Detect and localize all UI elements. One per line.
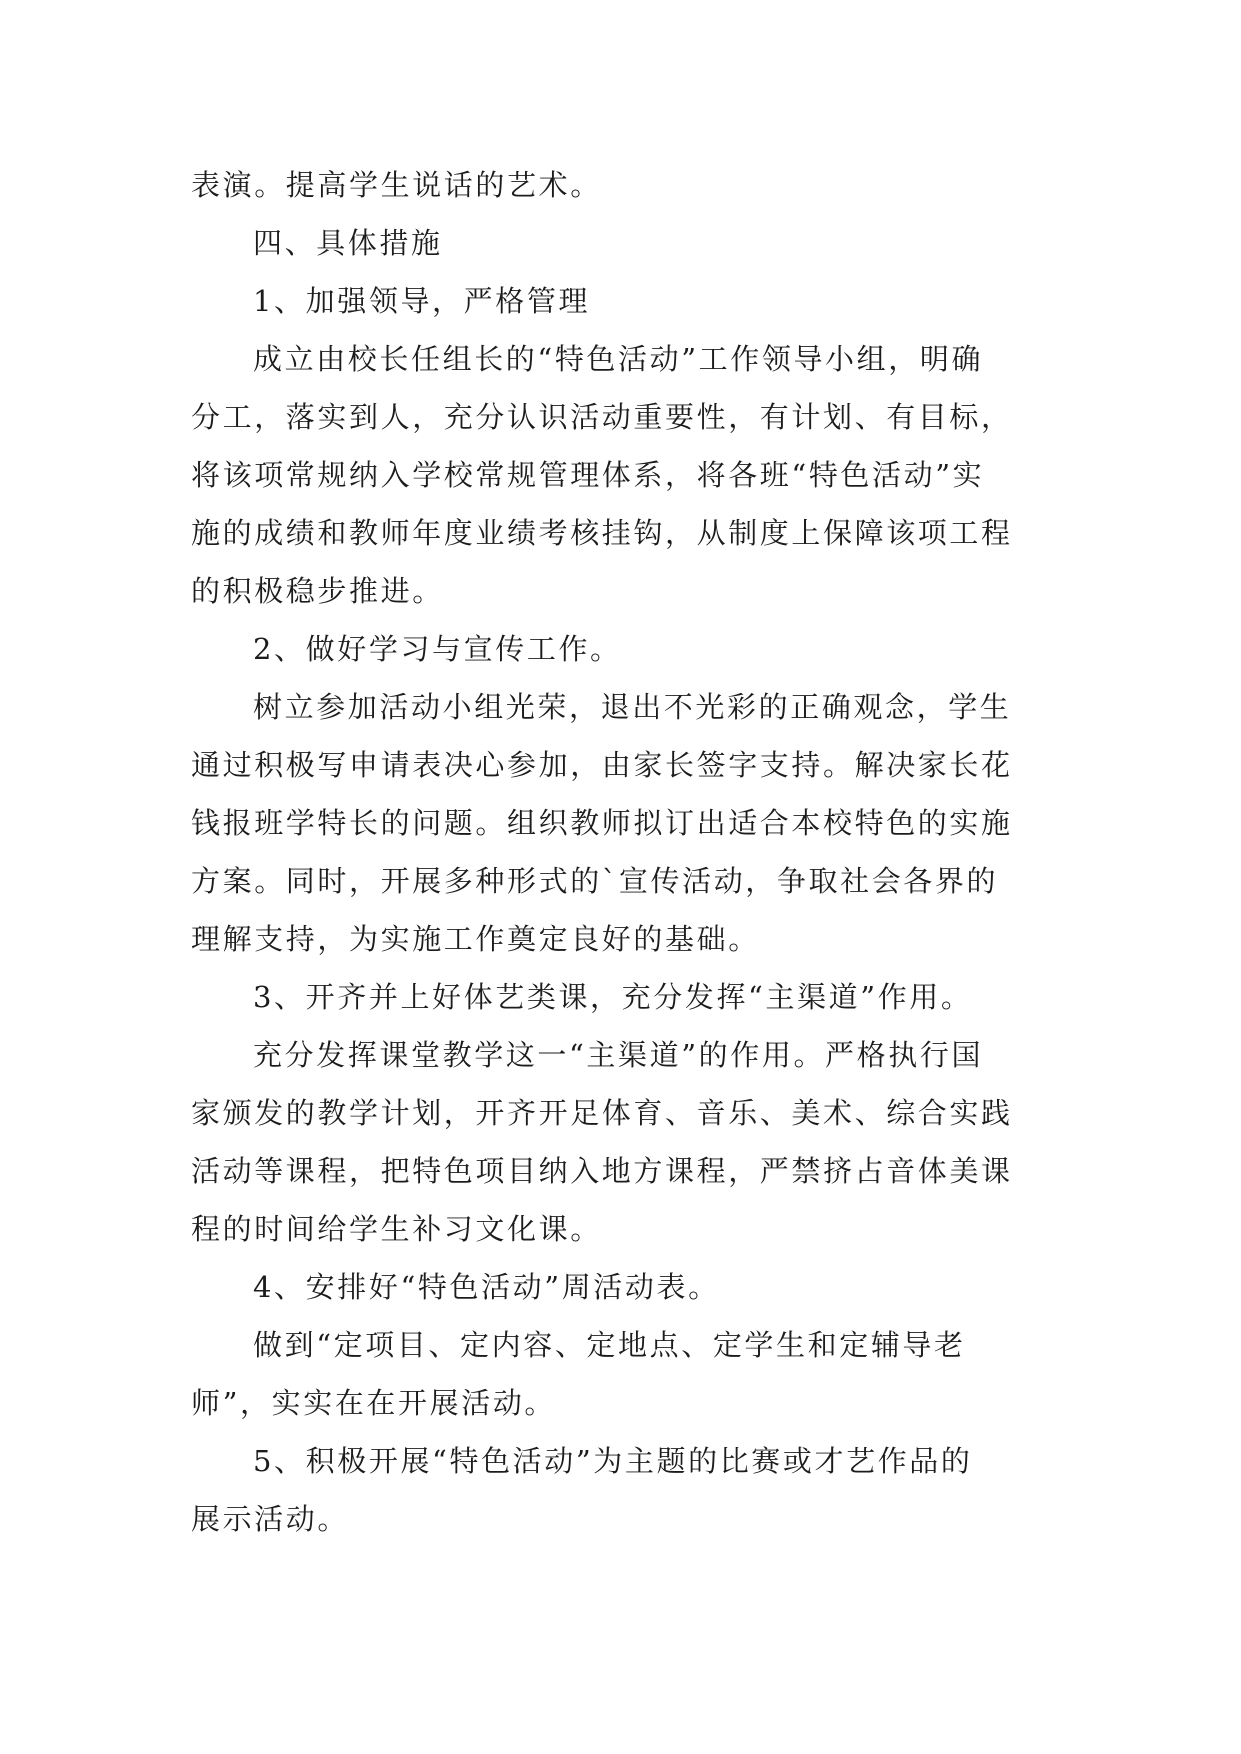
- text-line: 将该项常规纳入学校常规管理体系，将各班“特色活动”实: [191, 458, 985, 492]
- text-line: 展示活动。: [191, 1502, 350, 1536]
- document-body: [191, 156, 1051, 1548]
- text-line: 的积极稳步推进。: [191, 574, 444, 608]
- text-line: 树立参加活动小组光荣，退出不光彩的正确观念，学生: [253, 690, 1012, 724]
- section-heading-measures: 四、具体措施: [253, 226, 443, 260]
- text-line: 理解支持，为实施工作奠定良好的基础。: [191, 922, 760, 956]
- subheading-5: 5、积极开展“特色活动”为主题的比赛或才艺作品的: [253, 1444, 973, 1478]
- text-line: 钱报班学特长的问题。组织教师拟订出适合本校特色的实施: [191, 806, 1013, 840]
- subheading-1: 1、加强领导，严格管理: [253, 284, 591, 318]
- text-line: 程的时间给学生补习文化课。: [191, 1212, 602, 1246]
- subheading-4: 4、安排好“特色活动”周活动表。: [253, 1270, 720, 1304]
- text-line: 活动等课程，把特色项目纳入地方课程，严禁挤占音体美课: [191, 1154, 1013, 1188]
- text-line: 充分发挥课堂教学这一“主渠道”的作用。严格执行国: [253, 1038, 984, 1072]
- subheading-2: 2、做好学习与宣传工作。: [253, 632, 622, 666]
- text-line: 通过积极写申请表决心参加，由家长签字支持。解决家长花: [191, 748, 1013, 782]
- text-line: 家颁发的教学计划，开齐开足体育、音乐、美术、综合实践: [191, 1096, 1013, 1130]
- text-line: 分工，落实到人，充分认识活动重要性，有计划、有目标，: [191, 400, 1013, 434]
- text-line: 做到“定项目、定内容、定地点、定学生和定辅导老: [253, 1328, 966, 1362]
- text-line: 成立由校长任组长的“特色活动”工作领导小组，明确: [253, 342, 984, 376]
- subheading-3: 3、开齐并上好体艺类课，充分发挥“主渠道”作用。: [253, 980, 973, 1014]
- text-line: 方案。同时，开展多种形式的`宣传活动，争取社会各界的: [191, 864, 999, 898]
- text-line: 施的成绩和教师年度业绩考核挂钩，从制度上保障该项工程: [191, 516, 1013, 550]
- text-line: 表演。提高学生说话的艺术。: [191, 168, 602, 202]
- text-line: 师”，实实在在开展活动。: [191, 1386, 557, 1420]
